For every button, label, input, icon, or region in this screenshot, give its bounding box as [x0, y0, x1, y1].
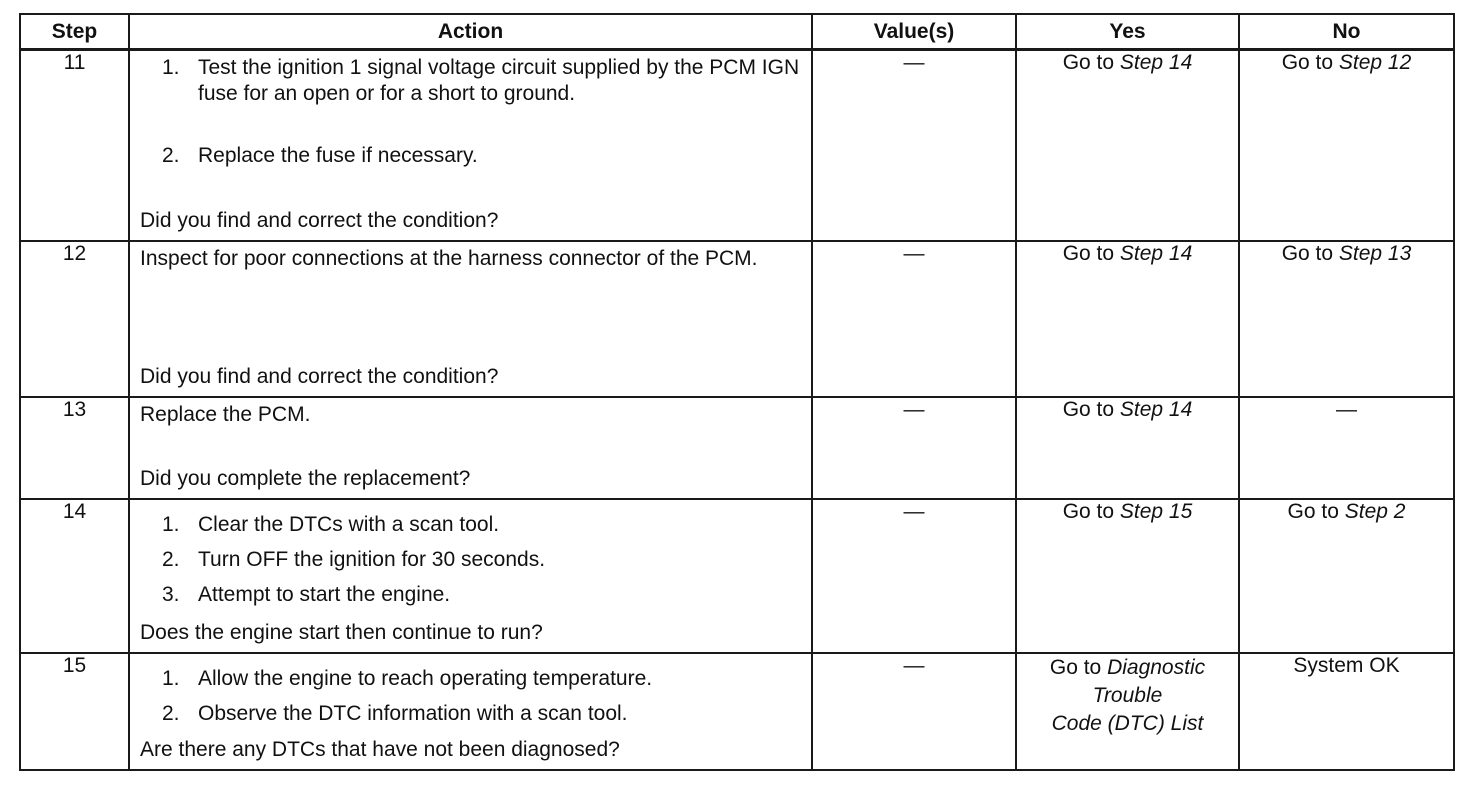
- yes-cell: [1016, 499, 1239, 653]
- action-cell: [129, 241, 812, 397]
- item-text: Replace the fuse if necessary.: [198, 144, 478, 167]
- no-cell: [1239, 50, 1454, 242]
- item-text: Observe the DTC information with a scan tool.: [198, 702, 628, 725]
- item-number: 1.: [162, 667, 180, 690]
- header-values: Value(s): [812, 14, 1016, 50]
- no-step-link[interactable]: Step 12: [1338, 51, 1412, 74]
- table-row: [20, 499, 1454, 653]
- list-item: [140, 582, 803, 608]
- yes-cell: [1016, 397, 1239, 499]
- value-cell: —: [812, 653, 1016, 770]
- yes-cell: [1016, 241, 1239, 397]
- yes-prefix: Go to: [1062, 242, 1120, 265]
- yes-cell: [1016, 50, 1239, 242]
- yes-step-link[interactable]: Step 14: [1119, 51, 1193, 74]
- list-item: [140, 701, 803, 727]
- action-question: Did you complete the replacement?: [140, 467, 471, 490]
- header-no: No: [1239, 14, 1454, 50]
- no-cell: [1239, 241, 1454, 397]
- no-step-link[interactable]: Step 13: [1338, 242, 1412, 265]
- action-question: Does the engine start then continue to run?: [140, 621, 543, 644]
- value-cell: —: [812, 241, 1016, 397]
- step-number: 15: [20, 653, 129, 770]
- yes-step-link[interactable]: Step 14: [1119, 242, 1193, 265]
- value-cell: —: [812, 50, 1016, 242]
- list-item: [140, 666, 803, 692]
- table-row: [20, 50, 1454, 242]
- item-number: 1.: [162, 513, 180, 536]
- table-header-row: [20, 14, 1454, 50]
- value-cell: —: [812, 397, 1016, 499]
- item-text: Test the ignition 1 signal voltage circuit supplied by the PCM IGN fuse for an open or for a short to ground.: [198, 56, 800, 105]
- no-prefix: Go to: [1287, 500, 1345, 523]
- item-number: 1.: [162, 56, 180, 79]
- yes-prefix: Go to: [1049, 656, 1108, 679]
- action-text: Replace the PCM.: [140, 403, 311, 426]
- table-row: [20, 397, 1454, 499]
- list-item: [140, 547, 803, 573]
- no-step-link[interactable]: Step 2: [1344, 500, 1406, 523]
- yes-cell: [1016, 653, 1239, 770]
- value-cell: —: [812, 499, 1016, 653]
- yes-step-link[interactable]: Step 14: [1119, 398, 1193, 421]
- action-steps: [140, 666, 803, 727]
- yes-prefix: Go to: [1062, 51, 1120, 74]
- action-cell: [129, 653, 812, 770]
- no-prefix: Go to: [1281, 242, 1339, 265]
- item-text: Turn OFF the ignition for 30 seconds.: [198, 548, 546, 571]
- header-action: Action: [129, 14, 812, 50]
- yes-prefix: Go to: [1062, 398, 1120, 421]
- item-number: 2.: [162, 702, 180, 725]
- item-text: Allow the engine to reach operating temperature.: [198, 667, 653, 690]
- action-question: Did you find and correct the condition?: [140, 365, 499, 388]
- table-row: [20, 241, 1454, 397]
- item-number: 2.: [162, 548, 180, 571]
- list-item: [140, 143, 803, 169]
- action-text: Inspect for poor connections at the harness connector of the PCM.: [140, 247, 758, 270]
- action-cell: [129, 499, 812, 653]
- yes-line: [1017, 654, 1238, 682]
- diagnostic-table: [19, 13, 1455, 771]
- step-number: 14: [20, 499, 129, 653]
- item-number: 2.: [162, 144, 180, 167]
- yes-diagnostic-link[interactable]: Diagnostic: [1107, 656, 1206, 679]
- action-question: Are there any DTCs that have not been diagnosed?: [140, 738, 620, 761]
- yes-link-line-3[interactable]: Code (DTC) List: [1051, 712, 1204, 735]
- header-step: Step: [20, 14, 129, 50]
- action-question: Did you find and correct the condition?: [140, 209, 499, 232]
- action-steps: [140, 55, 803, 169]
- step-number: 12: [20, 241, 129, 397]
- action-cell: [129, 397, 812, 499]
- header-yes: Yes: [1016, 14, 1239, 50]
- table-row: [20, 653, 1454, 770]
- list-item: [140, 55, 803, 107]
- yes-step-link[interactable]: Step 15: [1119, 500, 1193, 523]
- no-cell: System OK: [1239, 653, 1454, 770]
- yes-link-line-2[interactable]: Trouble: [1092, 684, 1163, 707]
- list-item: [140, 512, 803, 538]
- no-prefix: Go to: [1281, 51, 1339, 74]
- yes-prefix: Go to: [1062, 500, 1120, 523]
- item-text: Clear the DTCs with a scan tool.: [198, 513, 500, 536]
- no-cell: —: [1239, 397, 1454, 499]
- item-text: Attempt to start the engine.: [198, 583, 451, 606]
- item-number: 3.: [162, 583, 180, 606]
- no-cell: [1239, 499, 1454, 653]
- step-number: 13: [20, 397, 129, 499]
- step-number: 11: [20, 50, 129, 242]
- action-cell: [129, 50, 812, 242]
- action-steps: [140, 512, 803, 608]
